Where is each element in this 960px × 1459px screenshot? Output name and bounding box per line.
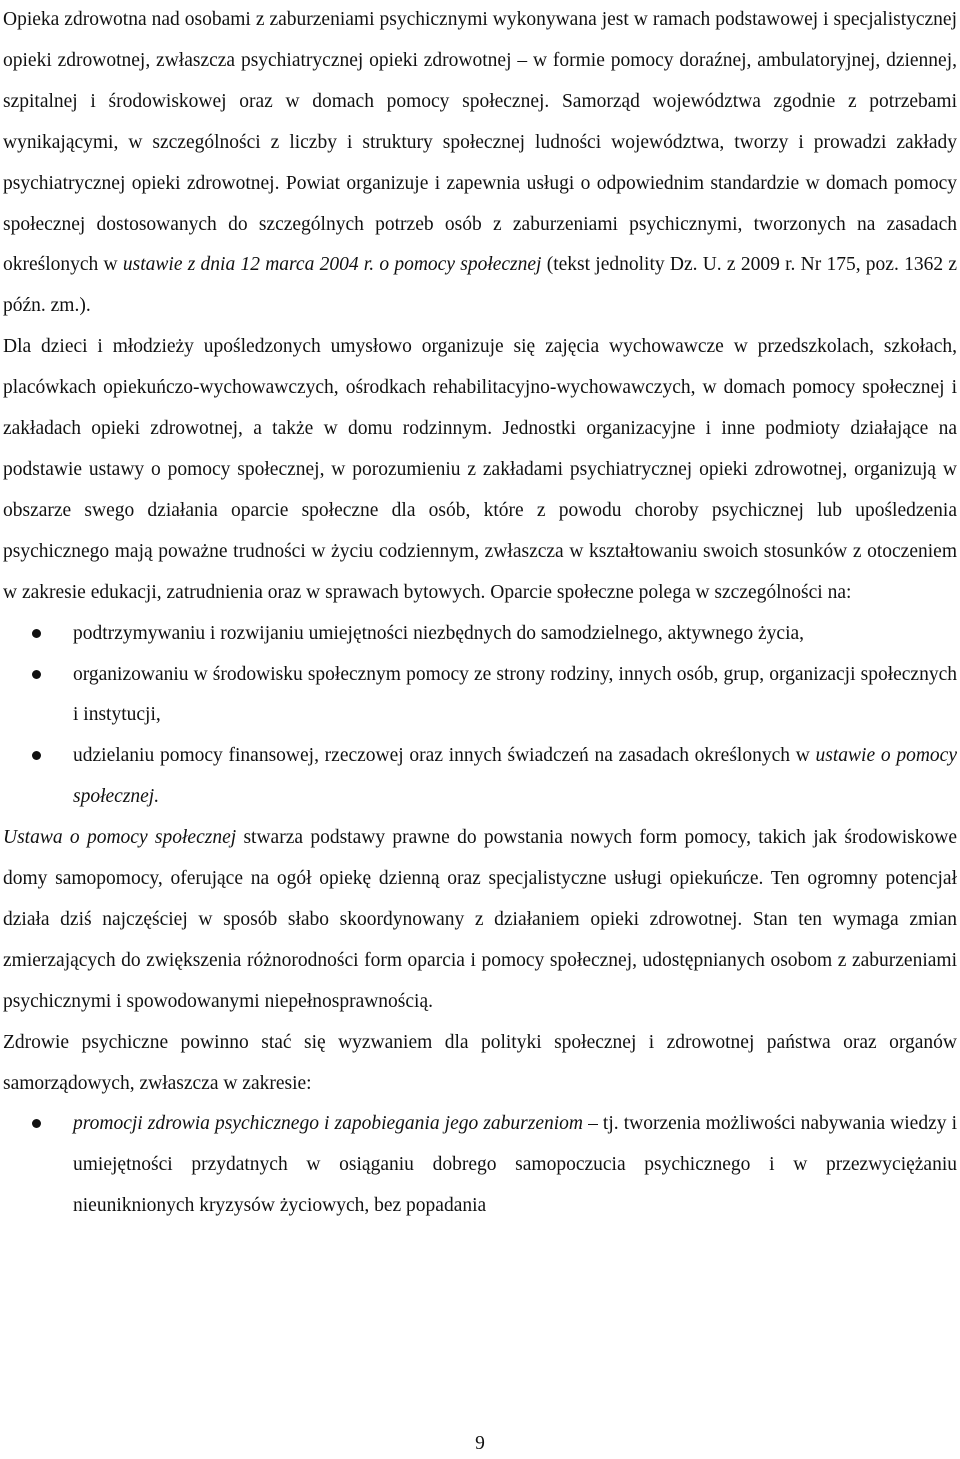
page-number: 9 bbox=[475, 1433, 485, 1454]
paragraph-ustawa: Ustawa o pomocy społecznej stwarza podstawy prawne do powstania nowych form pomocy, takich jak środowiskowe domy samopomocy, oferujące na ogół opiekę dzienną oraz specjalistyczne usługi opiekuńcze. Ten ogromny potencjał działa dziś najczęściej w sposób słabo skoordynowany z działaniem opieki zdrowotnej. Stan ten wymaga zmian zmierzających do zwiększenia różnorodności form oparcia i pomocy społecznej, udostępnianych osobom z zaburzeniami psychicznymi i spowodowanymi niepełnosprawnością. bbox=[3, 827, 958, 1012]
bullet-icon bbox=[32, 1119, 41, 1128]
act-reference: ustawie z dnia 12 marca 2004 r. o pomocy społecznej bbox=[122, 254, 542, 276]
list-item: organizowaniu w środowisku społecznym pomocy ze strony rodziny, innych osób, grup, organizacji społecznych i instytucji, bbox=[3, 655, 957, 737]
act-reference: ustawie o pomocy społecznej. bbox=[73, 745, 957, 808]
bullet-icon bbox=[32, 629, 41, 638]
paragraph-opieka: Opieka zdrowotna nad osobami z zaburzeniami psychicznymi wykonywana jest w ramach podstawowej i specjalistycznej opieki zdrowotnej, zwłaszcza psychiatrycznej opieki zdrowotnej – w formie pomocy doraźnej, ambulatoryjnej, dziennej, szpitalnej i środowiskowej oraz w domach pomocy społecznej. Samorząd województwa zgodnie z potrzebami wynikającymi, w szczególności z liczby i struktury społecznej ludności województwa, tworzy i prowadzi zakłady psychiatrycznej opieki zdrowotnej. Powiat organizuje i zapewnia usługi o odpowiednim standardzie w domach pomocy społecznej dostosowanych do szczególnych potrzeb osób z zaburzeniami psychicznymi, tworzonych na zasadach określonych w ustawie z dnia 12 marca 2004 r. o pomocy społecznej (tekst jednolity Dz. U. z 2009 r. Nr 175, poz. 1362 z późn. zm.). bbox=[3, 9, 957, 317]
policy-list bbox=[3, 1104, 957, 1227]
list-item: podtrzymywaniu i rozwijaniu umiejętności niezbędnych do samodzielnego, aktywnego życia, bbox=[3, 614, 957, 655]
list-item: udzielaniu pomocy finansowej, rzeczowej oraz innych świadczeń na zasadach określonych w ustawie o pomocy społecznej. bbox=[3, 736, 957, 818]
act-title: Ustawa o pomocy społecznej bbox=[3, 827, 237, 849]
paragraph-zdrowie: Zdrowie psychiczne powinno stać się wyzwaniem dla polityki społecznej i zdrowotnej państwa oraz organów samorządowych, zwłaszcza w zakresie: bbox=[3, 1031, 957, 1094]
list-item: promocji zdrowia psychicznego i zapobiegania jego zaburzeniom – tj. tworzenia możliwości nabywania wiedzy i umiejętności przydatnych w osiąganiu dobrego samopoczucia psychicznego i w przezwyciężaniu nieuniknionych kryzysów życiowych, bez popadania bbox=[3, 1104, 957, 1227]
bullet-icon bbox=[32, 670, 41, 679]
bullet-icon bbox=[32, 751, 41, 760]
paragraph-dzieci: Dla dzieci i młodzieży upośledzonych umysłowo organizuje się zajęcia wychowawcze w przedszkolach, szkołach, placówkach opiekuńczo-wychowawczych, ośrodkach rehabilitacyjno-wychowawczych, w domach pomocy społecznej i zakładach opieki zdrowotnej, a także w domu rodzinnym. Jednostki organizacyjne i inne podmioty działające na podstawie ustawy o pomocy społecznej, w porozumieniu z zakładami psychiatrycznej opieki zdrowotnej, organizują w obszarze swego działania oparcie społeczne dla osób, które z powodu choroby psychicznej lub upośledzenia psychicznego mają poważne trudności w życiu codziennym, zwłaszcza w kształtowaniu swoich stosunków z otoczeniem w zakresie edukacji, zatrudnienia oraz w sprawach bytowych. Oparcie społeczne polega w szczególności na: bbox=[3, 336, 957, 603]
emphasis: promocji zdrowia psychicznego i zapobiegania jego zaburzeniom bbox=[73, 1113, 583, 1135]
support-list bbox=[3, 614, 957, 819]
document-body bbox=[3, 0, 957, 1227]
